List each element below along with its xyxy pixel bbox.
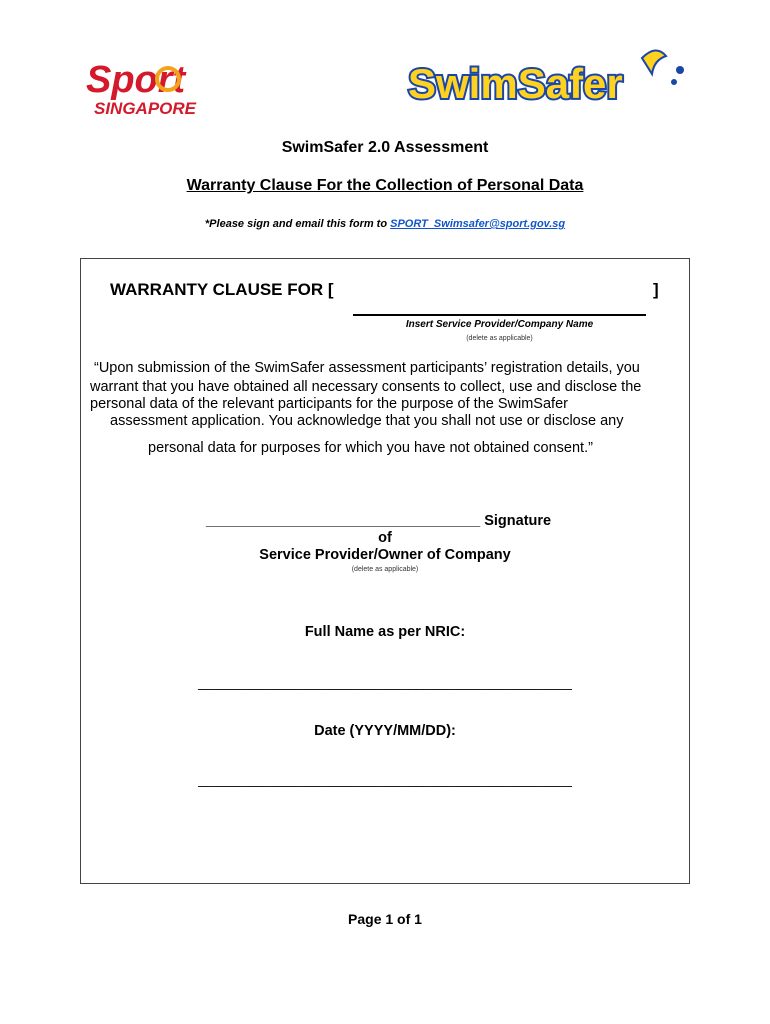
warranty-clause-heading: WARRANTY CLAUSE FOR [ xyxy=(110,280,334,299)
submission-note xyxy=(0,218,770,230)
clause-paragraph-line: “Upon submission of the SwimSafer assessment participants’ registration details, you xyxy=(94,360,640,376)
swimsafer-logo xyxy=(404,48,694,110)
sport-logo-subword: SINGAPORE xyxy=(94,99,197,118)
company-name-label: Insert Service Provider/Company Name xyxy=(405,319,594,330)
signature-delete-note: (delete as applicable) xyxy=(351,566,419,573)
signature-of: of xyxy=(378,530,392,546)
full-name-field[interactable]: ________________________________________________ xyxy=(198,674,572,690)
document-title: SwimSafer 2.0 Assessment xyxy=(281,139,489,156)
company-delete-note: (delete as applicable) xyxy=(466,335,533,342)
page-number: Page 1 of 1 xyxy=(348,911,422,927)
wave-splash-icon xyxy=(642,50,666,74)
signature-role: Service Provider/Owner of Company xyxy=(259,547,511,563)
clause-paragraph-line: assessment application. You acknowledge that you shall not use or disclose any xyxy=(110,413,624,429)
submission-note-text: *Please sign and email this form to xyxy=(204,218,391,230)
sport-singapore-logo xyxy=(84,56,234,120)
clause-paragraph-line: personal data of the relevant participants for the purpose of the SwimSafer xyxy=(90,396,568,412)
document-subtitle: Warranty Clause For the Collection of Personal Data xyxy=(186,177,584,194)
date-label: Date (YYYY/MM/DD): xyxy=(314,723,456,739)
date-field[interactable]: ________________________________________________ xyxy=(198,771,572,787)
water-drop-icon xyxy=(676,66,684,74)
company-name-field[interactable] xyxy=(353,314,646,316)
swimsafer-logo-word: SwimSafer xyxy=(408,60,623,107)
sport-logo-word: Sport xyxy=(86,59,186,101)
clause-paragraph-line: warrant that you have obtained all necessary consents to collect, use and disclose the xyxy=(90,379,642,395)
full-name-label: Full Name as per NRIC: xyxy=(304,624,466,640)
warranty-closing-bracket: ] xyxy=(653,280,659,299)
email-link[interactable]: SPORT_Swimsafer@sport.gov.sg xyxy=(390,218,566,230)
water-drop-icon xyxy=(671,79,677,85)
signature-field[interactable]: __________________________________ Signature xyxy=(206,513,552,529)
clause-paragraph-line: personal data for purposes for which you have not obtained consent.” xyxy=(148,440,593,456)
